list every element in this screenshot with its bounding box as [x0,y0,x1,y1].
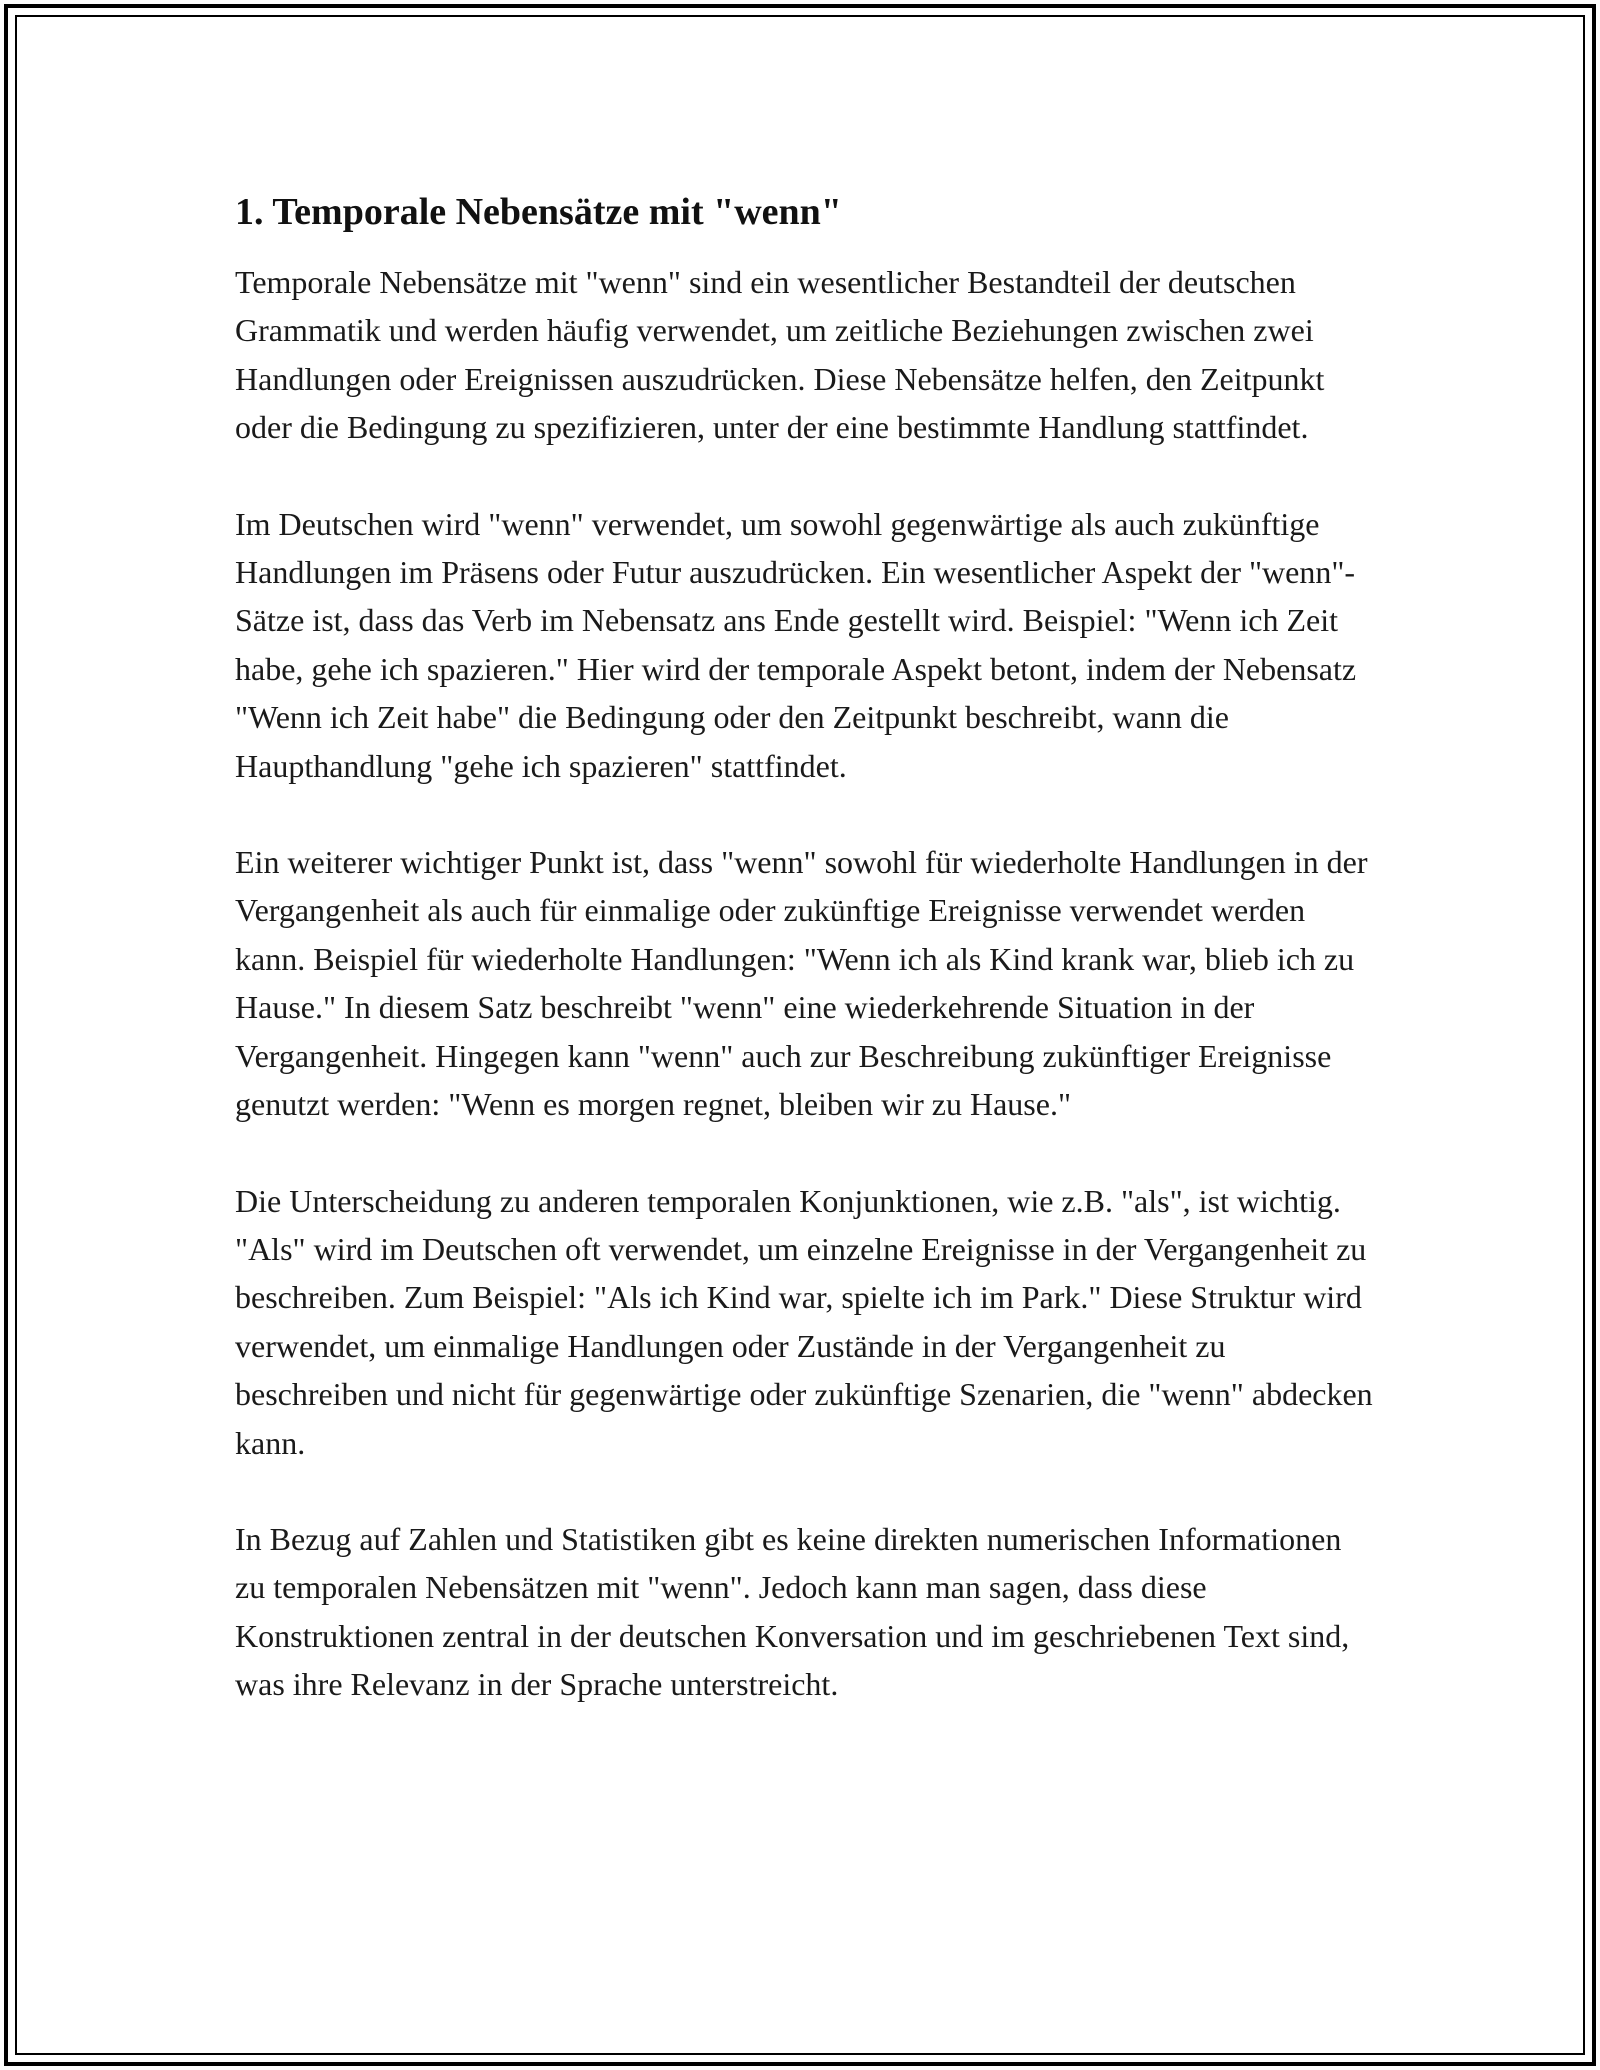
paragraph-intro: Temporale Nebensätze mit "wenn" sind ein wesentlicher Bestandteil der deutschen Grammatik und werden häufig verwendet, um zeitliche Beziehungen zwischen zwei Handlungen oder Ereignissen auszudrücken. Diese Nebensätze helfen, den Zeitpunkt oder die Bedingung zu spezifizieren, unter der eine bestimmte Handlung stattfindet. [235,264,1325,446]
paragraph-statistics: In Bezug auf Zahlen und Statistiken gibt es keine direkten numerischen Informationen zu temporalen Nebensätzen mit "wenn". Jedoch kann man sagen, dass diese Konstruktionen zentral in der deutschen Konversation und im geschriebenen Text sind, was ihre Relevanz in der Sprache unterstreicht. [235,1520,1350,1703]
document-body [235,188,1375,1709]
section-heading: 1. Temporale Nebensätze mit "wenn" [235,191,842,233]
paragraph-present-future: Im Deutschen wird "wenn" verwendet, um sowohl gegenwärtige als auch zukünftige Handlungen im Präsens oder Futur auszudrücken. Ein wesentlicher Aspekt der "wenn"-Sätze ist, dass das Verb im Nebensatz ans Ende gestellt wird. Beispiel: "Wenn ich Zeit habe, gehe ich spazieren." Hier wird der temporale Aspekt betont, indem der Nebensatz "Wenn ich Zeit habe" die Bedingung oder den Zeitpunkt beschreibt, wann die Haupthandlung "gehe ich spazieren" stattfindet. [235,505,1357,784]
paragraph-repeated-actions: Ein weiterer wichtiger Punkt ist, dass "wenn" sowohl für wiederholte Handlungen in der Vergangenheit als auch für einmalige oder zukünftige Ereignisse verwendet werden kann. Beispiel für wiederholte Handlungen: "Wenn ich als Kind krank war, blieb ich zu Hause." In diesem Satz beschreibt "wenn" eine wiederkehrende Situation in der Vergangenheit. Hingegen kann "wenn" auch zur Beschreibung zukünftiger Ereignisse genutzt werden: "Wenn es morgen regnet, bleiben wir zu Hause." [235,844,1368,1123]
paragraph-als-distinction: Die Unterscheidung zu anderen temporalen Konjunktionen, wie z.B. "als", ist wichtig. "Als" wird im Deutschen oft verwendet, um einzelne Ereignisse in der Vergangenheit zu beschreiben. Zum Beispiel: "Als ich Kind war, spielte ich im Park." Diese Struktur wird verwendet, um einmalige Handlungen oder Zustände in der Vergangenheit zu beschreiben und nicht für gegenwärtige oder zukünftige Szenarien, die "wenn" abdecken kann. [235,1182,1373,1461]
